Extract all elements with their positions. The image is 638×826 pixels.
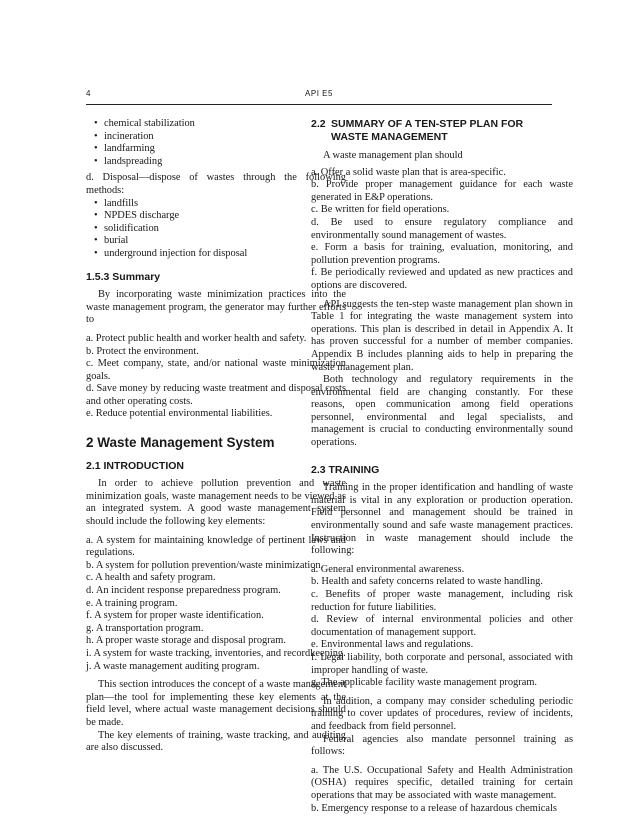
list-item: a. Protect public health and worker health and safety. — [86, 332, 307, 344]
list-item: • incineration — [104, 131, 346, 144]
section-heading-2: 2 Waste Management System — [86, 435, 275, 451]
list-item: e. Form a basis for training, evaluation, monitoring, and pollution prevention programs. — [311, 242, 573, 266]
paragraph: Training in the proper identification and handling of waste material is vital in any exploration or production operation. Field personnel and management should be trained in environmentally sound and safe waste management practices. Instruction in waste management should include the following: — [311, 482, 573, 557]
section-number: 2.2 — [311, 118, 326, 130]
heading-line: WASTE MANAGEMENT — [331, 131, 448, 143]
heading-line: SUMMARY OF A TEN-STEP PLAN FOR — [331, 118, 524, 130]
treatment-bullet-list — [86, 118, 346, 168]
list-item: f. A system for proper waste identification. — [86, 610, 264, 622]
list-item: b. Health and safety concerns related to waste handling. — [311, 576, 543, 588]
list-item: • underground injection for disposal — [104, 248, 346, 261]
list-item: d. An incident response preparedness program. — [86, 585, 281, 596]
list-item: g. The applicable facility waste management program. — [311, 677, 538, 689]
left-column — [86, 118, 346, 755]
list-item: a. The U.S. Occupational Safety and Health Administration (OSHA) requires specific, detailed training for certain operations that may be associated with waste management. — [311, 764, 573, 801]
list-item: • landfarming — [104, 143, 346, 156]
list-item: c. Benefits of proper waste management, including risk reduction for future liabilities. — [311, 589, 573, 613]
list-item: • burial — [104, 235, 346, 248]
list-item: • NPDES discharge — [104, 210, 346, 223]
page-header — [86, 89, 552, 103]
list-item: a. A system for maintaining knowledge of pertinent laws and regulations. — [86, 534, 346, 559]
list-item: i. A system for waste tracking, inventories, and recordkeeping. — [86, 647, 346, 659]
section-heading-2-2 — [311, 118, 573, 144]
section-heading-2-1: 2.1 INTRODUCTION — [86, 459, 185, 472]
list-item: b. Emergency response to a release of hazardous chemicals — [311, 802, 557, 814]
paragraph: API suggests the ten-step waste management plan shown in Table 1 for integrating the waste management system into operations. This plan is described in detail in Appendix A. It has proven successful for a number of member companies. Appendix B includes planning aids to help in preparing the waste management plan. — [311, 298, 573, 373]
list-item: f. Legal liability, both corporate and personal, associated with improper handling of waste. — [311, 651, 573, 676]
list-item: b. Protect the environment. — [86, 345, 199, 357]
list-item: d. Save money by reducing waste treatment and disposal costs and other operating costs. — [86, 383, 346, 407]
paragraph: The key elements of training, waste tracking, and auditing are also discussed. — [86, 729, 346, 754]
list-item: e. Environmental laws and regulations. — [311, 639, 474, 651]
disposal-bullet-list — [86, 198, 346, 261]
list-item: e. Reduce potential environmental liabilities. — [86, 408, 273, 420]
list-item: c. A health and safety program. — [86, 572, 216, 584]
header-rule — [86, 104, 552, 105]
list-item: d. Review of internal environmental policies and other documentation of management support. — [311, 614, 573, 638]
paragraph: A waste management plan should — [323, 150, 463, 161]
list-item: • landfills — [104, 198, 346, 211]
list-item: b. Provide proper management guidance for each waste generated in E&P operations. — [311, 179, 573, 203]
list-item: h. A proper waste storage and disposal program. — [86, 635, 286, 647]
list-item: e. A training program. — [86, 597, 178, 609]
paragraph: By incorporating waste minimization practices into the waste management program, the generator may further efforts to — [86, 289, 346, 326]
list-item: j. A waste management auditing program. — [86, 660, 260, 672]
list-item: f. Be periodically reviewed and updated as new practices and options are discovered. — [311, 267, 573, 291]
running-title: API E5 — [305, 89, 333, 98]
list-item: • solidification — [104, 223, 346, 236]
paragraph: This section introduces the concept of a waste management plan—the tool for implementing these key elements at the field level, where actual waste management decisions should be made. — [86, 679, 346, 728]
right-column — [311, 118, 573, 815]
list-item: d. Be used to ensure regulatory compliance and environmentally sound management of wastes. — [311, 216, 573, 241]
list-item: c. Meet company, state, and/or national waste minimization goals. — [86, 358, 346, 382]
section-heading-2-3: 2.3 TRAINING — [311, 463, 380, 476]
list-item: a. Offer a solid waste plan that is area-specific. — [311, 166, 506, 178]
section-heading-1-5-3: 1.5.3 Summary — [86, 270, 161, 283]
paragraph: In addition, a company may consider scheduling periodic training to cover updates of procedures, review of incidents, and feedback from field personnel. — [311, 695, 573, 732]
list-item: g. A transportation program. — [86, 622, 204, 634]
list-item: a. General environmental awareness. — [311, 563, 465, 575]
paragraph: Both technology and regulatory requirements in the environmental field are changing constantly. For these reasons, open communication among field operations personnel, environmental and legal specialists, and management is crucial to conducting environmentally sound operations. — [311, 374, 573, 449]
list-item: c. Be written for field operations. — [311, 204, 450, 216]
disposal-intro: d. Disposal—dispose of wastes through the following methods: — [86, 172, 346, 196]
paragraph: In order to achieve pollution prevention and waste minimization goals, waste management needs to be viewed as an integrated system. A good waste management system should include the following key elements: — [86, 478, 346, 528]
page-number: 4 — [86, 89, 91, 98]
list-item: b. A system for pollution prevention/waste minimization. — [86, 559, 324, 571]
paragraph: Federal agencies also mandate personnel training as follows: — [311, 733, 573, 758]
list-item: • chemical stabilization — [104, 118, 346, 131]
list-item: • landspreading — [104, 156, 346, 169]
